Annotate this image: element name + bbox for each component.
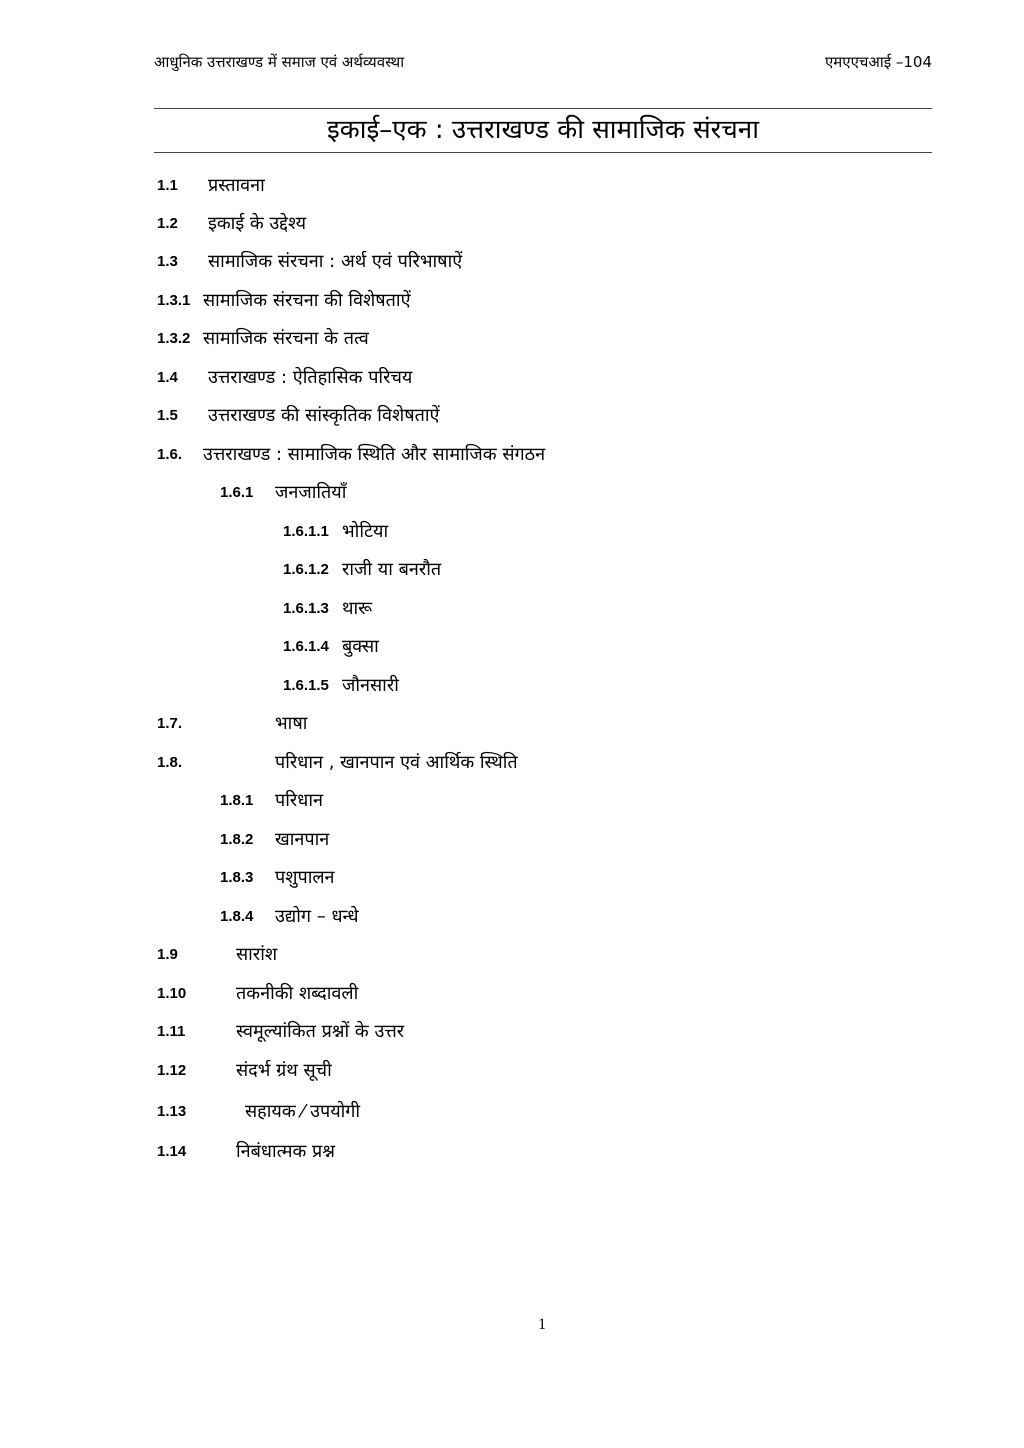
toc-item-text: प्रस्तावना (208, 175, 265, 196)
toc-item-number: 1.12 (157, 1062, 187, 1079)
toc-item-number: 1.6. (157, 446, 183, 463)
toc-item-text: निबंधात्मक प्रश्न (236, 1141, 335, 1162)
toc-item-number: 1.3.1 (157, 292, 191, 309)
toc-item-text: तकनीकी शब्दावली (236, 983, 359, 1004)
toc-item-text: सामाजिक संरचना के तत्व (203, 328, 369, 349)
toc-item-text: खानपान (275, 829, 330, 850)
toc-item-number: 1.2 (157, 215, 178, 232)
toc-item-number: 1.5 (157, 407, 178, 424)
toc-item-number: 1.8. (157, 754, 183, 771)
toc-item-number: 1.6.1.5 (283, 677, 329, 694)
toc-item-text: स्वमूल्यांकित प्रश्नों के उत्तर (236, 1021, 405, 1042)
toc-item-text: उद्योग – धन्धे (275, 906, 359, 927)
title-top-rule (154, 108, 932, 109)
toc-item-number: 1.6.1 (220, 484, 254, 501)
toc-item-text: परिधान , खानपान एवं आर्थिक स्थिति (275, 752, 518, 773)
toc-item-text: पशुपालन (275, 867, 335, 888)
toc-item-number: 1.8.2 (220, 831, 254, 848)
toc-item-text: सामाजिक संरचना : अर्थ एवं परिभाषाऐं (208, 251, 463, 272)
toc-item-number: 1.13 (157, 1103, 187, 1120)
toc-item-text: उत्तराखण्ड : ऐतिहासिक परिचय (208, 367, 413, 388)
toc-item-text: इकाई के उद्देश्य (208, 213, 307, 234)
toc-item-text: राजी या बनरौत (342, 559, 442, 580)
toc-item-number: 1.6.1.3 (283, 600, 329, 617)
page-title: इकाई–एक : उत्तराखण्ड की सामाजिक संरचना (327, 115, 759, 145)
toc-item-text: सहायक ⁄ उपयोगी (245, 1101, 361, 1122)
toc-item-text: उत्तराखण्ड की सांस्कृतिक विशेषताऐं (208, 405, 440, 426)
toc-item-number: 1.6.1.2 (283, 561, 329, 578)
toc-item-number: 1.7. (157, 715, 183, 732)
toc-item-number: 1.8.1 (220, 792, 254, 809)
running-header (154, 52, 932, 78)
toc-item-number: 1.9 (157, 946, 178, 963)
toc-item-number: 1.8.4 (220, 908, 254, 925)
toc-item-number: 1.14 (157, 1143, 187, 1160)
toc-item-number: 1.6.1.4 (283, 638, 329, 655)
toc-item-text: संदर्भ ग्रंथ सूची (236, 1060, 332, 1081)
toc-item-text: थारू (342, 598, 373, 619)
toc-item-number: 1.1 (157, 177, 178, 194)
toc-item-text: बुक्सा (342, 636, 379, 657)
toc-item-number: 1.8.3 (220, 869, 254, 886)
title-bottom-rule (154, 152, 932, 153)
toc-item-text: उत्तराखण्ड : सामाजिक स्थिति और सामाजिक संगठन (203, 444, 546, 465)
toc-item-text: सारांश (236, 944, 278, 965)
header-course-code: एमएएचआई –104 (825, 53, 932, 71)
toc-item-number: 1.3 (157, 253, 178, 270)
toc-item-text: भाषा (275, 713, 308, 734)
toc-item-number: 1.11 (157, 1023, 186, 1040)
page-number: 1 (538, 1316, 546, 1333)
toc-item-text: जौनसारी (342, 675, 399, 696)
header-book-title: आधुनिक उत्तराखण्ड में समाज एवं अर्थव्यवस्था (154, 53, 405, 71)
toc-item-text: परिधान (275, 790, 323, 811)
toc-item-text: भोटिया (342, 521, 389, 542)
toc-item-text: जनजातियाँ (275, 482, 347, 503)
toc-item-number: 1.4 (157, 369, 178, 386)
toc-item-number: 1.6.1.1 (283, 523, 329, 540)
toc-item-number: 1.10 (157, 985, 187, 1002)
toc-item-number: 1.3.2 (157, 330, 191, 347)
toc-item-text: सामाजिक संरचना की विशेषताऐं (203, 290, 411, 311)
